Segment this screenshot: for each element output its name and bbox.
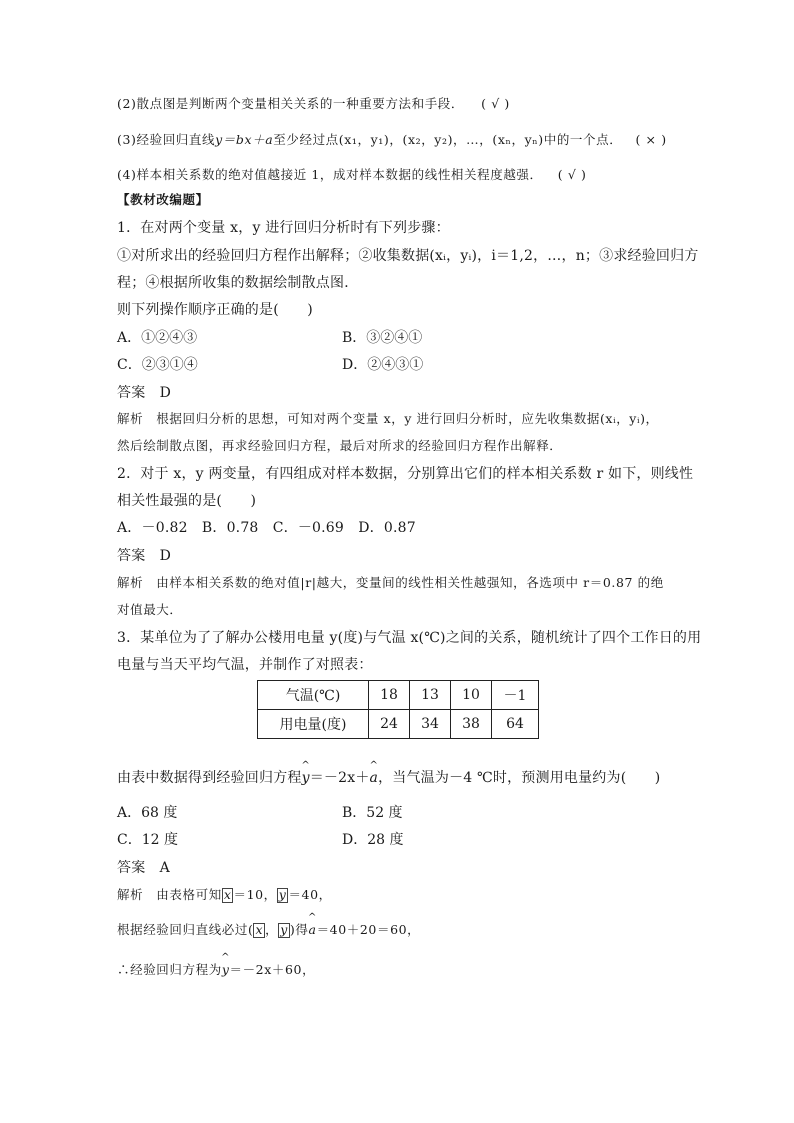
table-cell: 34 [410, 710, 451, 739]
q3-line2-comma: ， [265, 922, 279, 937]
q3-option-d: D．28 度 [342, 832, 404, 848]
table-cell: 10 [451, 681, 492, 710]
y-bar-symbol: y [280, 922, 288, 937]
q2-options: A．－0.82 B．0.78 C．－0.69 D．0.87 [117, 520, 416, 536]
q2-analysis-line1: 解析 由样本相关系数的绝对值|r|越大，变量间的线性相关性越强知，各选项中 r＝0.87 的绝 [117, 575, 664, 590]
q3-line2-end: ＝40＋20＝60， [316, 922, 421, 937]
q1-answer: 答案 D [117, 385, 172, 401]
y-hat: ^ y [222, 962, 230, 977]
q2-stem-line2: 相关性最强的是( ) [117, 493, 257, 509]
a-hat: ^ a [370, 770, 379, 787]
y-hat: ^ y [302, 770, 310, 787]
q2-analysis-line2: 对值最大． [117, 602, 183, 617]
y-bar-symbol: y [278, 887, 287, 902]
judge-item-4-text: (4)样本相关系数的绝对值越接近 1，成对样本数据的线性相关程度越强． [117, 167, 543, 182]
judge-item-2 [117, 96, 510, 111]
y-bar [278, 923, 290, 938]
data-table [257, 680, 539, 739]
q3-option-b: B．52 度 [342, 805, 403, 821]
table-row [258, 710, 539, 739]
table-cell: 24 [369, 710, 410, 739]
q3-regression-prefix: 由表中数据得到经验回归方程 [117, 770, 302, 786]
judge-item-3-mid: 至少经过点(x₁，y₁)，(x₂，y₂)，…，(xₙ，yₙ)中的一个点． [273, 132, 623, 147]
q3-regression-statement [117, 770, 660, 787]
judge-item-2-mark: ( √ ) [481, 96, 510, 111]
q3-analysis-line1 [117, 887, 332, 903]
table-cell: 13 [410, 681, 451, 710]
q3-analysis-end: ＝40， [288, 887, 332, 902]
q1-analysis-line2: 然后绘制散点图，再求经验回归方程，最后对所求的经验回归方程作出解释． [117, 438, 563, 453]
judge-item-3-prefix: (3)经验回归直线 [117, 132, 216, 147]
q2-answer: 答案 D [117, 548, 172, 564]
q1-option-b: B．③②④① [342, 330, 423, 346]
q1-option-a: A．①②④③ [117, 330, 198, 346]
q1-stem-line1: 1．在对两个变量 x，y 进行回归分析时有下列步骤： [117, 220, 450, 236]
q3-analysis-prefix: 解析 由表格可知 [117, 887, 222, 902]
q3-line3-prefix: ∴经验回归方程为 [117, 962, 222, 977]
q3-analysis-line3 [117, 962, 315, 977]
x-bar [222, 888, 234, 903]
q3-option-c: C．12 度 [117, 832, 178, 848]
q1-analysis-line1: 解析 根据回归分析的思想，可知对两个变量 x，y 进行回归分析时，应先收集数据(xᵢ，yᵢ)， [117, 411, 659, 426]
q1-stem-line2: ①对所求出的经验回归方程作出解释；②收集数据(xᵢ，yᵢ)，i＝1,2，…，n；③求经验回归方 [117, 248, 699, 264]
judge-item-3-equation: y＝bx＋a [215, 132, 274, 147]
q3-line3-end: ＝－2x＋60， [229, 962, 316, 977]
y-bar [277, 888, 289, 903]
x-bar-symbol: x [223, 887, 232, 902]
table-cell: －1 [492, 681, 539, 710]
q3-analysis-mid: ＝10， [233, 887, 277, 902]
a-hat: ^ a [309, 922, 317, 937]
q1-stem-line4: 则下列操作顺序正确的是( ) [117, 302, 313, 318]
q1-stem-line3: 程；④根据所收集的数据绘制散点图． [117, 275, 359, 291]
table-row-header: 用电量(度) [258, 710, 369, 739]
x-bar-symbol: x [255, 922, 264, 937]
q3-regression-suffix: ，当气温为－4 ℃时，预测用电量约为( ) [378, 770, 661, 786]
q3-regression-mid: ＝－2x＋ [309, 770, 370, 786]
q3-option-a: A．68 度 [117, 805, 178, 821]
table-cell: 64 [492, 710, 539, 739]
judge-item-3 [117, 132, 667, 147]
judge-item-3-mark: ( × ) [635, 132, 667, 147]
section-title: 【教材改编题】 [117, 192, 209, 207]
q3-stem-line1: 3．某单位为了了解办公楼用电量 y(度)与气温 x(℃)之间的关系，随机统计了四个工作日的用 [117, 630, 702, 646]
x-bar [253, 923, 265, 938]
q3-answer: 答案 A [117, 860, 170, 876]
table-cell: 18 [369, 681, 410, 710]
q3-line2-mid: )得 [289, 922, 309, 937]
table-row [258, 681, 539, 710]
table-row-header: 气温(℃) [258, 681, 369, 710]
q3-stem-line2: 电量与当天平均气温，并制作了对照表： [117, 657, 373, 673]
q1-option-d: D．②④③① [342, 357, 424, 373]
judge-item-4-mark: ( √ ) [557, 167, 587, 182]
q3-analysis-line2 [117, 922, 420, 938]
table-cell: 38 [451, 710, 492, 739]
q3-line2-prefix: 根据经验回归直线必过( [117, 922, 254, 937]
q2-stem-line1: 2．对于 x，y 两变量，有四组成对样本数据，分别算出它们的样本相关系数 r 如下，则线性 [117, 466, 694, 482]
q1-option-c: C．②③①④ [117, 357, 198, 373]
judge-item-2-text: (2)散点图是判断两个变量相关关系的一种重要方法和手段． [117, 96, 465, 111]
judge-item-4 [117, 167, 586, 182]
